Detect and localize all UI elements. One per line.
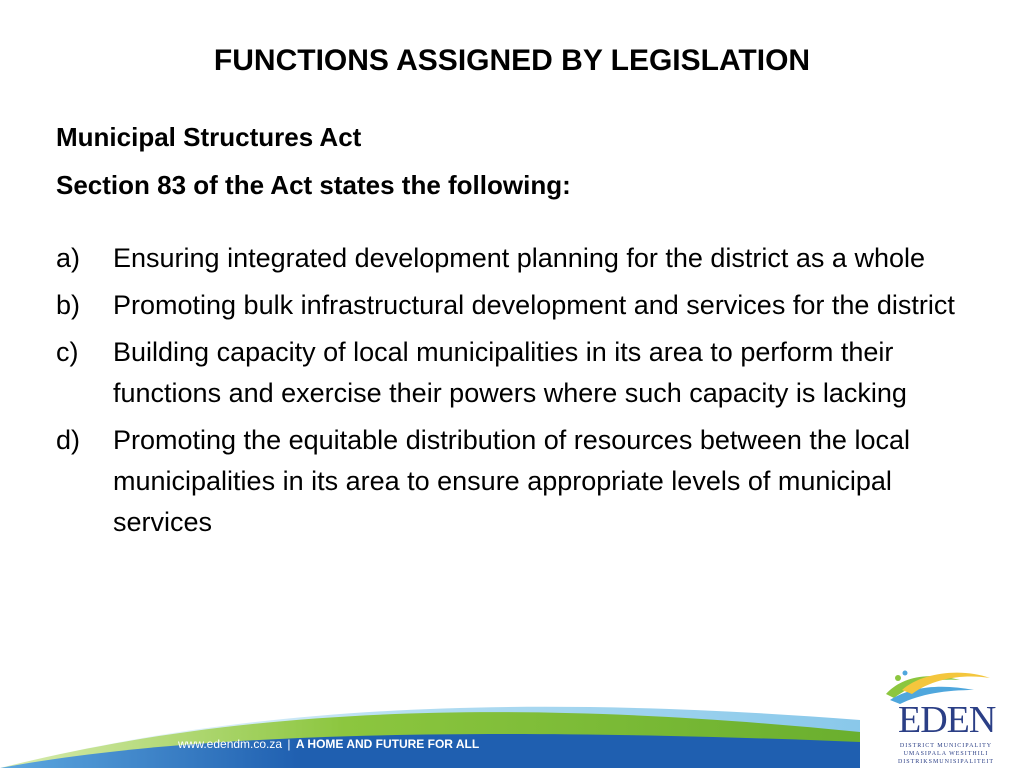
list-marker: b)	[56, 290, 81, 320]
list-item	[56, 332, 976, 414]
footer-tagline: A HOME AND FUTURE FOR ALL	[295, 737, 480, 751]
logo-wordmark: EDEN	[898, 699, 996, 741]
functions-list	[56, 238, 976, 549]
list-item-text: Building capacity of local municipalities in its area to perform their functions and exercise their powers where such capacity is lacking	[113, 337, 907, 408]
list-item-text: Promoting the equitable distribution of resources between the local municipalities in its area to ensure appropriate levels of municipal services	[113, 425, 910, 537]
footer-url-link[interactable]: www.edendm.co.za	[178, 737, 283, 751]
eden-logo	[872, 664, 1012, 768]
list-marker: c)	[56, 337, 79, 367]
list-item	[56, 420, 976, 543]
list-item	[56, 238, 976, 279]
list-marker: a)	[56, 243, 81, 273]
section-heading: Section 83 of the Act states the following:	[56, 170, 571, 200]
logo-subtitle-3: DISTRIKSMUNISIPALITEIT	[897, 759, 995, 765]
list-marker: d)	[56, 425, 81, 455]
footer-wave-band	[0, 658, 1024, 768]
list-item	[56, 285, 976, 326]
slide-title: FUNCTIONS ASSIGNED BY LEGISLATION	[213, 44, 811, 77]
footer-text	[178, 737, 479, 751]
list-item-text: Promoting bulk infrastructural development and services for the district	[113, 290, 955, 320]
act-heading: Municipal Structures Act	[56, 122, 362, 152]
list-item-text: Ensuring integrated development planning for the district as a whole	[113, 243, 925, 273]
logo-subtitle-1: DISTRICT MUNICIPALITY	[899, 743, 993, 749]
footer-separator: |	[287, 737, 291, 751]
logo-subtitle-2: UMASIPALA WESITHILI	[903, 751, 989, 757]
